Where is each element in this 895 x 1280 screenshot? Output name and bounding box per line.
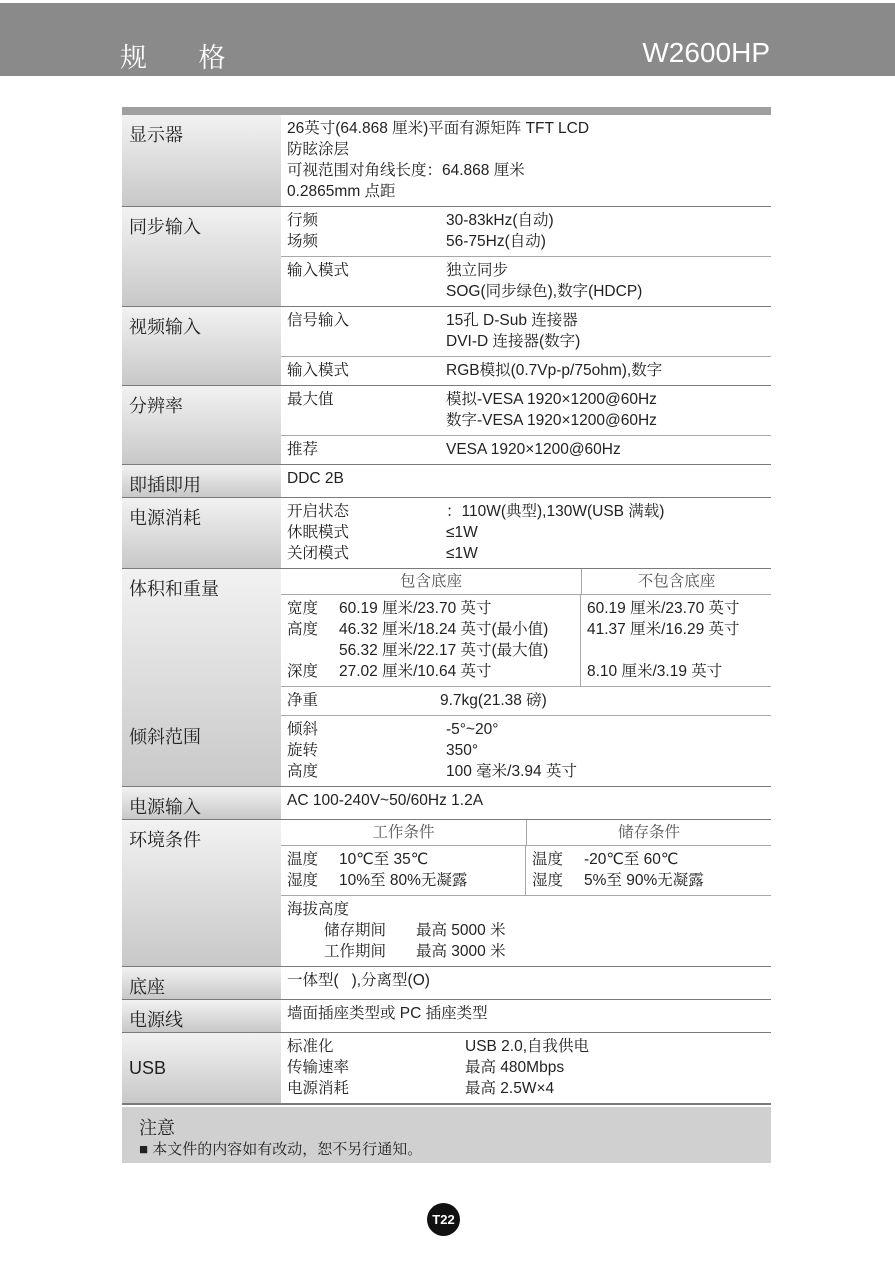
display-line: 0.2865mm 点距 xyxy=(287,183,396,200)
col-with-stand: 包含底座 xyxy=(281,569,582,594)
row-power: 电源消耗 开启状态 ：110W(典型),130W(USB 满载) 休眠模式 ≤1W 关闭模式 ≤1W xyxy=(122,498,771,569)
row-display xyxy=(122,115,771,207)
col-working: 工作条件 xyxy=(281,820,527,845)
model-name: W2600HP xyxy=(642,37,770,68)
label-display: 显示器 xyxy=(122,115,281,206)
display-line: 可视范围对角线长度：64.868 厘米 xyxy=(287,162,525,179)
col-storage: 储存条件 xyxy=(617,824,680,841)
row-pnp: 即插即用 DDC 2B xyxy=(122,465,771,498)
row-power-input: 电源输入 AC 100-240V~50/60Hz 1.2A xyxy=(122,787,771,820)
label-video: 视频输入 xyxy=(122,307,281,385)
display-line: 26英寸(64.868 厘米)平面有源矩阵 TFT LCD xyxy=(287,120,590,137)
label-power: 电源消耗 xyxy=(122,498,281,568)
note-box xyxy=(122,1107,771,1163)
label-pnp: 即插即用 xyxy=(122,465,281,497)
label-tilt: 倾斜范围 xyxy=(129,727,201,747)
label-dimensions: 体积和重量 xyxy=(129,579,219,599)
label-usb: USB xyxy=(122,1033,281,1103)
row-usb: USB 标准化 USB 2.0,自我供电 传输速率 最高 480Mbps 电源消耗 最高 2.5W×4 xyxy=(122,1033,771,1105)
page-title: 规 格 xyxy=(120,43,248,73)
spec-table xyxy=(122,115,771,1105)
row-environment: 环境条件 工作条件 储存条件 温度 10℃至 35℃ 湿度 10%至 80%无凝露 温度 -20℃至 60℃ 湿度 5%至 90%无凝露 海拔高度 储存期间 最高 5000 米 工作期间 最高 3000 米 xyxy=(122,820,771,967)
page-number: T22 xyxy=(427,1203,460,1236)
label-power-cord: 电源线 xyxy=(122,1000,281,1032)
page-header xyxy=(0,3,895,76)
table-top-bar xyxy=(122,107,771,115)
display-line: 防眩涂层 xyxy=(287,141,350,158)
label-sync: 同步输入 xyxy=(122,207,281,306)
label-power-input: 电源输入 xyxy=(122,787,281,819)
row-sync: 同步输入 行频 30-83kHz(自动) 场频 56-75Hz(自动) 输入模式 独立同步 SOG(同步绿色),数字(HDCP) xyxy=(122,207,771,307)
row-power-cord: 电源线 墙面插座类型或 PC 插座类型 xyxy=(122,1000,771,1033)
row-resolution: 分辨率 最大值 模拟-VESA 1920×1200@60Hz 数字-VESA 1920×1200@60Hz 推荐 VESA 1920×1200@60Hz xyxy=(122,386,771,465)
note-text: ■ 本文件的内容如有改动，恕不另行通知。 xyxy=(139,1141,423,1158)
row-dimensions: 体积和重量 倾斜范围 包含底座 不包含底座 宽度 60.19 厘米/23.70 英寸 高度 46.32 厘米/18.24 英寸(最小值) 56.32 厘米/22.17 英寸(最大值) 深度 27.02 厘米/10.64 英寸 60.19 厘米/23.70 英寸 41.37 厘米/16.29 英寸 8.10 厘米/3.19 英寸 净重 9.7kg(21.38 磅) 倾斜 -5°~20° 旋转 350° 高度 100 毫米/3.94 英寸 xyxy=(122,569,771,787)
row-stand: 底座 一体型( ),分离型(O) xyxy=(122,967,771,1000)
label-resolution: 分辨率 xyxy=(122,386,281,464)
label-environment: 环境条件 xyxy=(122,820,281,966)
row-video: 视频输入 信号输入 15孔 D-Sub 连接器 DVI-D 连接器(数字) 输入模式 RGB模拟(0.7Vp-p/75ohm),数字 xyxy=(122,307,771,386)
label-stand: 底座 xyxy=(122,967,281,999)
col-without-stand: 不包含底座 xyxy=(637,573,716,590)
note-title: 注意 xyxy=(139,1118,175,1138)
